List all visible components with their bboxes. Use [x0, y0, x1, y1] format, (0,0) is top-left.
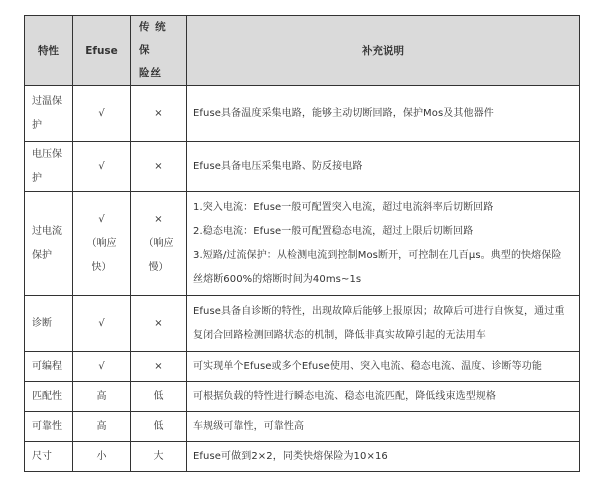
- feature-cell: [25, 382, 73, 412]
- note-cell-line: Efuse具备温度采集电路，能够主动切断回路，保护Mos及其他器件: [193, 107, 494, 119]
- traditional-fuse-cell-line: 慢）: [148, 261, 169, 273]
- efuse-cell-line: 高: [96, 420, 107, 432]
- traditional-fuse-cell-line: ×: [154, 317, 163, 329]
- traditional-fuse-cell: [131, 192, 187, 296]
- traditional-fuse-cell: [131, 412, 187, 442]
- traditional-fuse-cell-line: ×: [154, 107, 163, 119]
- efuse-cell-line: √: [98, 160, 105, 172]
- traditional-fuse-cell: [131, 86, 187, 142]
- traditional-fuse-cell: [131, 442, 187, 472]
- table-row: [25, 382, 580, 412]
- traditional-fuse-cell: [131, 142, 187, 192]
- header-row: [25, 16, 580, 86]
- efuse-cell: [73, 142, 131, 192]
- table-row: [25, 442, 580, 472]
- note-cell-line: 复闭合回路检测回路状态的机制，降低非真实故障引起的无法用车: [193, 329, 486, 341]
- efuse-cell: [73, 86, 131, 142]
- traditional-fuse-cell: [131, 382, 187, 412]
- efuse-cell-line: √: [98, 213, 105, 225]
- feature-cell-line: 可靠性: [32, 420, 62, 432]
- feature-cell: [25, 296, 73, 352]
- feature-cell-line: 护: [32, 172, 42, 184]
- feature-cell: [25, 442, 73, 472]
- note-cell-line: Efuse可做到2×2，同类快熔保险为10×16: [193, 450, 388, 462]
- traditional-fuse-cell-line: 大: [153, 450, 164, 462]
- header-traditional-fuse: [131, 16, 187, 86]
- table-body: [25, 86, 580, 472]
- note-cell-line: 可实现单个Efuse或多个Efuse使用、突入电流、稳态电流、温度、诊断等功能: [193, 360, 542, 372]
- efuse-cell: [73, 442, 131, 472]
- efuse-cell-line: 小: [96, 450, 107, 462]
- note-cell-line: 1.突入电流：Efuse一般可配置突入电流，超过电流斜率后切断回路: [193, 201, 494, 213]
- traditional-fuse-cell-line: ×: [154, 160, 163, 172]
- note-cell-line: 3.短路/过流保护：从检测电流到控制Mos断开，可控制在几百μs。典型的快熔保险: [193, 249, 562, 261]
- note-cell-line: 丝熔断600%的熔断时间为40ms~1s: [193, 273, 362, 285]
- table-row: [25, 352, 580, 382]
- note-cell: [187, 192, 580, 296]
- efuse-cell: [73, 192, 131, 296]
- note-cell: [187, 86, 580, 142]
- feature-cell-line: 过电流: [32, 225, 62, 237]
- header-notes: 补充说明: [187, 16, 580, 86]
- efuse-cell-line: （响应: [86, 237, 117, 249]
- efuse-cell: [73, 352, 131, 382]
- feature-cell: [25, 142, 73, 192]
- feature-cell: [25, 412, 73, 442]
- table-row: [25, 296, 580, 352]
- traditional-fuse-cell-line: 低: [153, 420, 164, 432]
- note-cell: [187, 142, 580, 192]
- note-cell: [187, 296, 580, 352]
- feature-cell-line: 电压保: [32, 148, 62, 160]
- note-cell-line: 可根据负载的特性进行瞬态电流、稳态电流匹配，降低线束选型规格: [193, 390, 496, 402]
- header-efuse: Efuse: [73, 16, 131, 86]
- traditional-fuse-cell: [131, 296, 187, 352]
- feature-cell-line: 可编程: [32, 360, 62, 372]
- table-row: [25, 192, 580, 296]
- note-cell: [187, 352, 580, 382]
- traditional-fuse-cell-line: ×: [154, 360, 163, 372]
- efuse-cell: [73, 382, 131, 412]
- efuse-cell-line: 高: [96, 390, 107, 402]
- efuse-cell-line: √: [98, 360, 105, 372]
- traditional-fuse-cell-line: 低: [153, 390, 164, 402]
- traditional-fuse-cell-line: （响应: [143, 237, 174, 249]
- note-cell: [187, 442, 580, 472]
- feature-cell-line: 保护: [32, 249, 52, 261]
- feature-cell-line: 诊断: [32, 317, 52, 329]
- traditional-fuse-cell: [131, 352, 187, 382]
- note-cell: [187, 382, 580, 412]
- note-cell-line: 2.稳态电流：Efuse一般可配置稳态电流，超过上限后切断回路: [193, 225, 474, 237]
- table-row: [25, 86, 580, 142]
- feature-cell: [25, 192, 73, 296]
- note-cell-line: 车规级可靠性，可靠性高: [193, 420, 305, 432]
- note-cell-line: Efuse具备电压采集电路、防反接电路: [193, 160, 363, 172]
- efuse-cell-line: √: [98, 317, 105, 329]
- efuse-cell-line: √: [98, 107, 105, 119]
- traditional-fuse-cell-line: ×: [154, 213, 163, 225]
- header-traditional-line: 传 统 保: [139, 21, 167, 57]
- header-traditional-line: 险丝: [139, 67, 162, 80]
- feature-cell-line: 尺寸: [32, 450, 52, 462]
- note-cell-line: Efuse具备自诊断的特性，出现故障后能够上报原因；故障后可进行自恢复，通过重: [193, 305, 565, 317]
- efuse-cell: [73, 296, 131, 352]
- comparison-table: [24, 15, 580, 472]
- note-cell: [187, 412, 580, 442]
- feature-cell: [25, 352, 73, 382]
- header-feature: 特性: [25, 16, 73, 86]
- efuse-cell: [73, 412, 131, 442]
- table-row: [25, 142, 580, 192]
- feature-cell-line: 匹配性: [32, 390, 62, 402]
- table-row: [25, 412, 580, 442]
- feature-cell-line: 过温保: [32, 95, 62, 107]
- feature-cell: [25, 86, 73, 142]
- efuse-cell-line: 快）: [91, 261, 112, 273]
- feature-cell-line: 护: [32, 119, 42, 131]
